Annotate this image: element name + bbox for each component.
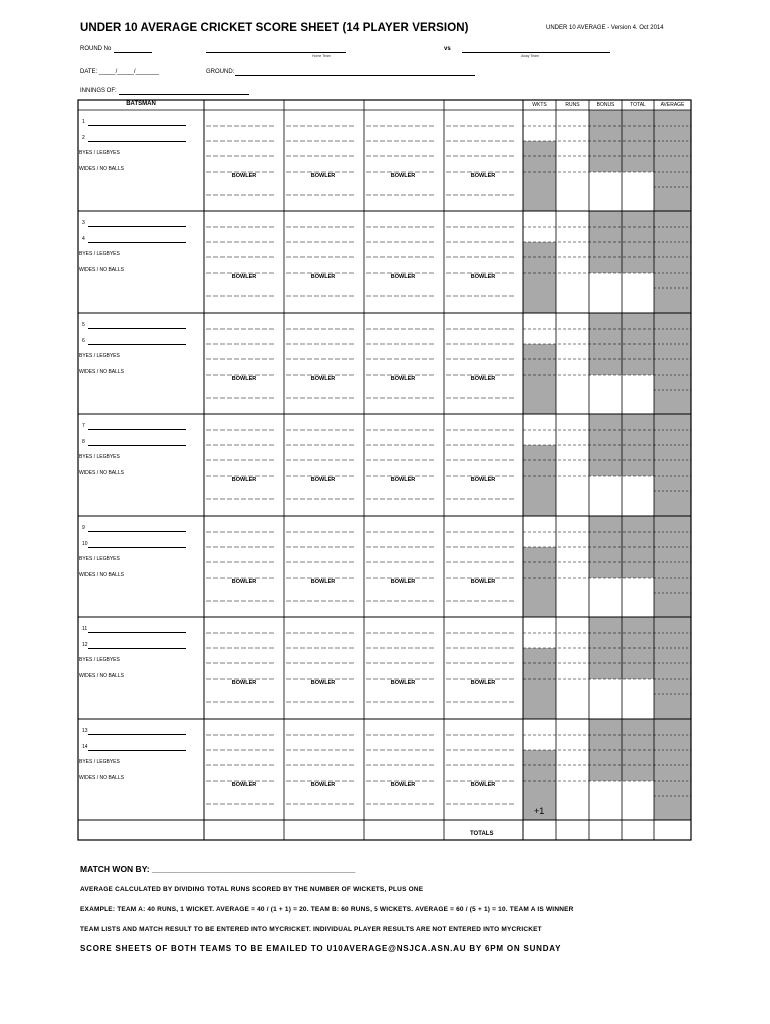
bowler-3-label: BOWLER [390,376,416,382]
average-shade [654,211,691,313]
wides-noballs-label: WIDES / NO BALLS [79,369,125,375]
byes-legbyes-label: BYES / LEGBYES [79,353,120,359]
batsman-1-number: 1 [82,119,85,125]
batsman-2-number: 2 [82,135,85,141]
version-text: UNDER 10 AVERAGE - Version 4. Oct 2014 [546,25,664,31]
wides-noballs-label: WIDES / NO BALLS [79,775,125,781]
batsman-3-name-field[interactable] [88,226,186,227]
innings-label: INNINGS OF: [80,88,117,94]
bowler-3-label: BOWLER [390,173,416,179]
batsman-10-name-field[interactable] [88,547,186,548]
byes-legbyes-label: BYES / LEGBYES [79,150,120,156]
round-label: ROUND No [80,46,112,52]
bowler-4-label: BOWLER [470,274,496,280]
byes-legbyes-label: BYES / LEGBYES [79,251,120,257]
bowler-3-label: BOWLER [390,782,416,788]
batsman-13-name-field[interactable] [88,734,186,735]
bowler-1-label: BOWLER [231,477,257,483]
wides-noballs-label: WIDES / NO BALLS [79,673,125,679]
batsman-6-number: 6 [82,338,85,344]
batsman-14-name-field[interactable] [88,750,186,751]
batsman-13-number: 13 [82,728,88,734]
batsman-11-number: 11 [82,626,88,632]
average-shade [654,313,691,414]
bowler-3-label: BOWLER [390,477,416,483]
note-example: EXAMPLE: TEAM A: 40 RUNS, 1 WICKET. AVERAGE = 40 / (1 + 1) = 20. TEAM B: 60 RUNS, 5 WICKETS. AVERAGE = 60 / (5 + 1) = 10. TEAM A IS WINNER [80,906,574,913]
byes-legbyes-label: BYES / LEGBYES [79,657,120,663]
batsman-4-name-field[interactable] [88,242,186,243]
batsman-3-number: 3 [82,220,85,226]
header-runs: RUNS [565,102,580,108]
bowler-4-label: BOWLER [470,376,496,382]
away-team-label: Away Team [521,54,539,58]
bowler-3-label: BOWLER [390,579,416,585]
wkts-shade [523,547,556,617]
bowler-2-label: BOWLER [310,680,336,686]
note-average: AVERAGE CALCULATED BY DIVIDING TOTAL RUNS SCORED BY THE NUMBER OF WICKETS, PLUS ONE [80,886,424,893]
ground-label: GROUND: [206,69,235,75]
bowler-1-label: BOWLER [231,173,257,179]
byes-legbyes-label: BYES / LEGBYES [79,759,120,765]
header-batsman: BATSMAN [126,101,156,107]
bowler-2-label: BOWLER [310,477,336,483]
batsman-7-number: 7 [82,423,85,429]
average-shade [654,516,691,617]
batsman-8-number: 8 [82,439,85,445]
match-won-field[interactable]: MATCH WON BY: ___________________________________________ [80,864,356,874]
batsman-10-number: 10 [82,541,88,547]
wides-noballs-label: WIDES / NO BALLS [79,572,125,578]
vs-label: vs [444,46,451,52]
average-shade [654,617,691,719]
bowler-4-label: BOWLER [470,173,496,179]
wkts-shade [523,141,556,211]
bowler-4-label: BOWLER [470,579,496,585]
bowler-2-label: BOWLER [310,376,336,382]
header-wkts: WKTS [532,102,547,108]
batsman-7-name-field[interactable] [88,429,186,430]
batsman-4-number: 4 [82,236,85,242]
bowler-2-label: BOWLER [310,274,336,280]
batsman-11-name-field[interactable] [88,632,186,633]
bowler-2-label: BOWLER [310,173,336,179]
bowler-4-label: BOWLER [470,680,496,686]
bowler-4-label: BOWLER [470,782,496,788]
totals-label: TOTALS [470,831,494,837]
batsman-14-number: 14 [82,744,88,750]
header-total: TOTAL [630,102,646,108]
byes-legbyes-label: BYES / LEGBYES [79,556,120,562]
wkts-shade [523,445,556,516]
average-shade [654,414,691,516]
average-shade [654,110,691,211]
bowler-1-label: BOWLER [231,274,257,280]
bowler-3-label: BOWLER [390,274,416,280]
date-field[interactable]: DATE: _____/_____/_______ [80,69,159,75]
batsman-9-name-field[interactable] [88,531,186,532]
bowler-4-label: BOWLER [470,477,496,483]
batsman-12-name-field[interactable] [88,648,186,649]
wkts-shade [523,648,556,719]
wides-noballs-label: WIDES / NO BALLS [79,470,125,476]
batsman-12-number: 12 [82,642,88,648]
batsman-5-number: 5 [82,322,85,328]
note-mycricket: TEAM LISTS AND MATCH RESULT TO BE ENTERED INTO MYCRICKET. INDIVIDUAL PLAYER RESULTS ARE NOT ENTERED INTO MYCRICKET [80,926,542,933]
byes-legbyes-label: BYES / LEGBYES [79,454,120,460]
batsman-1-name-field[interactable] [88,125,186,126]
bowler-2-label: BOWLER [310,782,336,788]
header-average: AVERAGE [660,102,685,108]
batsman-2-name-field[interactable] [88,141,186,142]
batsman-8-name-field[interactable] [88,445,186,446]
bowler-2-label: BOWLER [310,579,336,585]
bowler-1-label: BOWLER [231,782,257,788]
wides-noballs-label: WIDES / NO BALLS [79,166,125,172]
bowler-1-label: BOWLER [231,680,257,686]
wkts-shade [523,344,556,414]
home-team-label: Home Team [312,54,331,58]
bowler-3-label: BOWLER [390,680,416,686]
average-shade [654,719,691,820]
batsman-6-name-field[interactable] [88,344,186,345]
batsman-5-name-field[interactable] [88,328,186,329]
wkts-shade [523,242,556,313]
header-bonus: BONUS [596,102,615,108]
note-email: SCORE SHEETS OF BOTH TEAMS TO BE EMAILED TO U10AVERAGE@NSJCA.ASN.AU BY 6PM ON SUNDAY [80,944,562,953]
batsman-9-number: 9 [82,525,85,531]
sheet-title: UNDER 10 AVERAGE CRICKET SCORE SHEET (14 PLAYER VERSION) [80,22,469,34]
wides-noballs-label: WIDES / NO BALLS [79,267,125,273]
bowler-1-label: BOWLER [231,579,257,585]
plus-one-label: +1 [534,806,545,816]
bowler-1-label: BOWLER [231,376,257,382]
